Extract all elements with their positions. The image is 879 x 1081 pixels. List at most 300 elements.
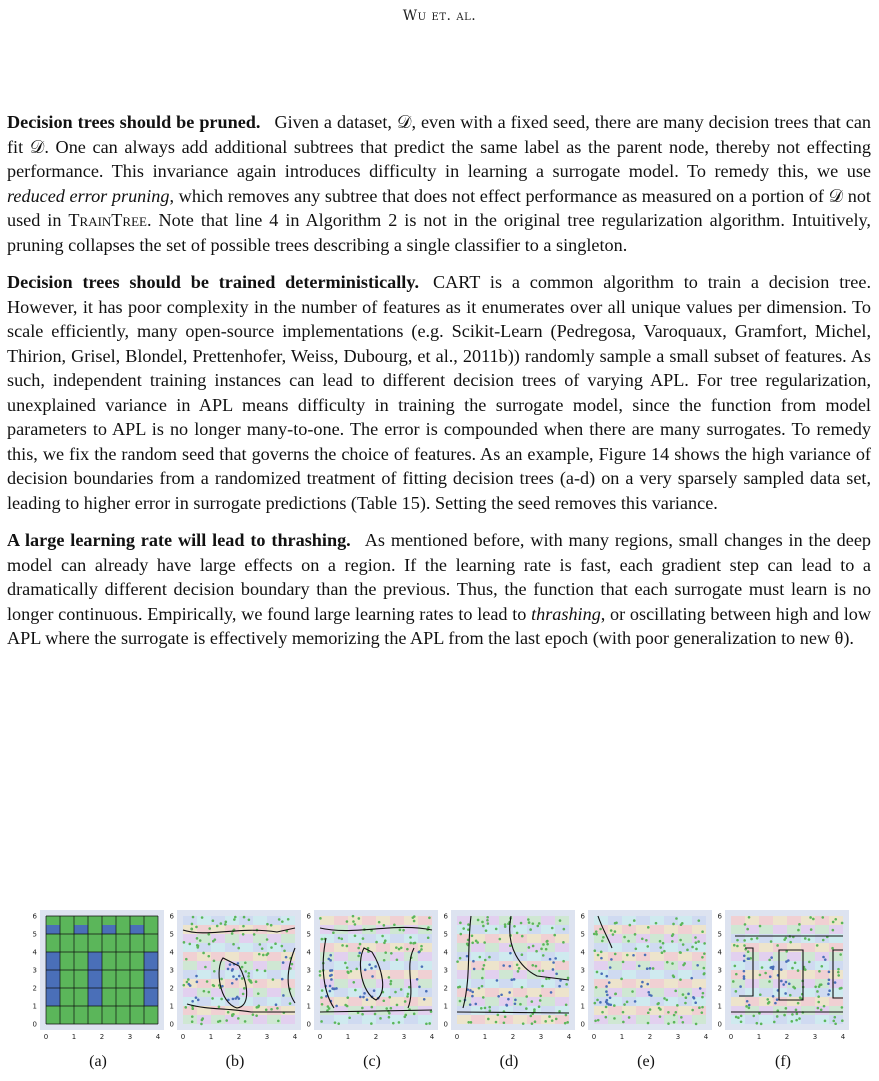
region-cell xyxy=(404,916,418,925)
data-point xyxy=(399,929,402,932)
region-cell xyxy=(74,1015,88,1024)
data-point xyxy=(248,919,251,922)
x-tick-label: 0 xyxy=(180,1033,186,1041)
data-point xyxy=(487,1018,490,1021)
region-cell xyxy=(46,1006,60,1015)
data-point xyxy=(553,934,556,937)
data-point xyxy=(398,948,401,951)
region-cell xyxy=(678,970,692,979)
region-cell xyxy=(485,997,499,1006)
data-point xyxy=(563,928,566,931)
data-point xyxy=(819,984,822,987)
region-cell xyxy=(527,988,541,997)
figure-panel-f xyxy=(715,908,851,1078)
paragraph-pruning xyxy=(7,110,871,257)
data-point xyxy=(390,980,393,983)
data-point xyxy=(471,995,474,998)
data-point xyxy=(287,918,290,921)
data-point xyxy=(791,967,794,970)
y-tick-label: 2 xyxy=(169,984,174,993)
region-cell xyxy=(731,997,745,1006)
decision-boundary-plot xyxy=(304,908,440,1048)
data-point xyxy=(601,940,604,943)
data-point xyxy=(659,946,662,949)
region-cell xyxy=(622,979,636,988)
region-cell xyxy=(485,934,499,943)
data-point xyxy=(483,941,486,944)
emphasis-text: thrashing xyxy=(531,603,601,624)
data-point xyxy=(231,969,234,972)
region-cell xyxy=(183,934,197,943)
data-point xyxy=(736,945,739,948)
data-point xyxy=(319,974,322,977)
data-point xyxy=(614,993,617,996)
data-point xyxy=(595,933,598,936)
data-point xyxy=(247,975,250,978)
data-point xyxy=(839,953,842,956)
region-cell xyxy=(88,979,102,988)
region-cell xyxy=(46,1015,60,1024)
data-point xyxy=(388,996,391,999)
data-point xyxy=(748,1007,751,1010)
data-point xyxy=(242,933,245,936)
decision-boundary-plot xyxy=(578,908,714,1048)
region-cell xyxy=(183,952,197,961)
data-point xyxy=(346,971,349,974)
data-point xyxy=(201,916,204,919)
region-cell xyxy=(773,997,787,1006)
data-point xyxy=(732,980,735,983)
data-point xyxy=(190,928,193,931)
decision-boundary-plot xyxy=(30,908,166,1048)
data-point xyxy=(796,1013,799,1016)
region-cell xyxy=(527,997,541,1006)
region-cell xyxy=(773,943,787,952)
data-point xyxy=(200,1023,203,1026)
data-point xyxy=(600,957,603,960)
region-cell xyxy=(320,961,334,970)
paragraph-text: CART is a common algorithm to train a decision tree. However, it has poor complexity in the number of features as it enumerates over all unique values per dimension. To scale efficiently, many open-source implementations (e.g. Scikit-Learn (Pedregosa, Varoquaux, Gramfort, Michel, Thirion, Grisel, Blondel, Prettenhofer, Weiss, Dubourg, et al., 2011b)) randomly sample a small subset of features. As such, independent training instances can lead to different decision trees of varying APL. For tree regularization, unexplained variance in APL means difficulty in training the surrogate model, since the function from model parameters to APL is no longer many-to-one. The error is compounded when there are many surrogates. To remedy this, we fix the random seed that governs the choice of features. As an example, Figure 14 shows the high variance of decision boundaries from a randomized treatment of fitting decision trees (a-d) on a very sparsely sampled data set, leading to higher error in surrogate predictions (Table 15). Setting the seed removes this variance. xyxy=(7,272,871,513)
x-tick-label: 2 xyxy=(647,1033,653,1041)
region-cell xyxy=(745,979,759,988)
data-point xyxy=(525,1007,528,1010)
data-point xyxy=(701,956,704,959)
decision-boundary-plot xyxy=(441,908,577,1048)
region-cell xyxy=(664,943,678,952)
data-point xyxy=(691,946,694,949)
panel-caption: (a) xyxy=(89,1053,107,1070)
region-cell xyxy=(773,916,787,925)
data-point xyxy=(605,990,608,993)
data-point xyxy=(370,1022,373,1025)
data-point xyxy=(413,1013,416,1016)
region-cell xyxy=(60,1015,74,1024)
y-tick-label: 5 xyxy=(717,930,722,939)
region-cell xyxy=(74,970,88,979)
region-cell xyxy=(457,970,471,979)
data-point xyxy=(404,1000,407,1003)
data-point xyxy=(388,1016,391,1019)
data-point xyxy=(394,991,397,994)
region-cell xyxy=(829,961,843,970)
data-point xyxy=(663,997,666,1000)
data-point xyxy=(191,1007,194,1010)
data-point xyxy=(565,983,568,986)
data-point xyxy=(613,1017,616,1020)
data-point xyxy=(368,963,371,966)
data-point xyxy=(220,922,223,925)
data-point xyxy=(695,941,698,944)
decision-boundary-plot xyxy=(715,908,851,1048)
data-point xyxy=(382,999,385,1002)
data-point xyxy=(250,981,253,984)
data-point xyxy=(824,958,827,961)
data-point xyxy=(199,939,202,942)
data-point xyxy=(776,998,779,1001)
data-point xyxy=(281,920,284,923)
data-point xyxy=(224,923,227,926)
data-point xyxy=(529,928,532,931)
data-point xyxy=(676,1004,679,1007)
data-point xyxy=(354,934,357,937)
region-cell xyxy=(678,988,692,997)
region-cell xyxy=(74,997,88,1006)
data-point xyxy=(357,947,360,950)
data-point xyxy=(235,978,238,981)
data-point xyxy=(186,981,189,984)
region-cell xyxy=(787,1006,801,1015)
data-point xyxy=(469,989,472,992)
region-cell xyxy=(102,997,116,1006)
region-cell xyxy=(541,997,555,1006)
data-point xyxy=(539,999,542,1002)
data-point xyxy=(244,970,247,973)
data-point xyxy=(212,919,215,922)
data-point xyxy=(818,970,821,973)
y-tick-label: 2 xyxy=(717,984,722,993)
data-point xyxy=(404,1014,407,1017)
data-point xyxy=(538,922,541,925)
region-cell xyxy=(555,943,569,952)
region-cell xyxy=(320,916,334,925)
region-cell xyxy=(239,943,253,952)
region-cell xyxy=(773,925,787,934)
data-point xyxy=(605,985,608,988)
data-point xyxy=(817,1007,820,1010)
region-cell xyxy=(102,1006,116,1015)
data-point xyxy=(467,1021,470,1024)
data-point xyxy=(291,963,294,966)
data-point xyxy=(536,925,539,928)
data-point xyxy=(195,975,198,978)
data-point xyxy=(320,1020,323,1023)
data-point xyxy=(358,917,361,920)
region-cell xyxy=(622,943,636,952)
data-point xyxy=(701,930,704,933)
y-tick-label: 3 xyxy=(717,966,722,975)
data-point xyxy=(525,995,528,998)
region-cell xyxy=(362,916,376,925)
data-point xyxy=(772,995,775,998)
data-point xyxy=(828,989,831,992)
data-point xyxy=(514,999,517,1002)
data-point xyxy=(488,956,491,959)
x-tick-label: 2 xyxy=(236,1033,242,1041)
region-cell xyxy=(513,934,527,943)
region-cell xyxy=(829,988,843,997)
data-point xyxy=(771,966,774,969)
x-tick-label: 4 xyxy=(155,1033,161,1041)
paragraph-text: . Note that line 4 in Algorithm 2 is not in the original tree regularization algorithm. Intuitively, pruning collapses the set of possible trees describing a single classifier to a singleton. xyxy=(7,210,871,255)
data-point xyxy=(649,967,652,970)
region-cell xyxy=(88,916,102,925)
data-point xyxy=(783,1014,786,1017)
data-point xyxy=(626,1001,629,1004)
data-point xyxy=(612,933,615,936)
region-cell xyxy=(731,961,745,970)
data-point xyxy=(243,987,246,990)
data-point xyxy=(760,1023,763,1026)
y-tick-label: 3 xyxy=(32,966,37,975)
data-point xyxy=(340,938,343,941)
y-tick-label: 4 xyxy=(443,948,448,957)
region-cell xyxy=(239,916,253,925)
data-point xyxy=(816,990,819,993)
data-point xyxy=(739,985,742,988)
data-point xyxy=(495,928,498,931)
data-point xyxy=(623,936,626,939)
data-point xyxy=(703,952,706,955)
data-point xyxy=(207,933,210,936)
data-point xyxy=(423,998,426,1001)
data-point xyxy=(785,981,788,984)
region-cell xyxy=(678,1015,692,1024)
y-tick-label: 6 xyxy=(443,912,448,921)
data-point xyxy=(270,1008,273,1011)
data-point xyxy=(809,916,812,919)
x-tick-label: 2 xyxy=(99,1033,105,1041)
data-point xyxy=(478,987,481,990)
region-cell xyxy=(130,970,144,979)
region-cell xyxy=(46,970,60,979)
region-cell xyxy=(197,997,211,1006)
region-cell xyxy=(320,943,334,952)
region-cell xyxy=(664,997,678,1006)
data-point xyxy=(740,1015,743,1018)
data-point xyxy=(266,923,269,926)
data-point xyxy=(282,994,285,997)
data-point xyxy=(550,991,553,994)
data-point xyxy=(329,985,332,988)
region-cell xyxy=(731,916,745,925)
data-point xyxy=(203,990,206,993)
data-point xyxy=(647,926,650,929)
region-cell xyxy=(60,970,74,979)
x-tick-label: 0 xyxy=(43,1033,49,1041)
region-cell xyxy=(376,952,390,961)
data-point xyxy=(482,968,485,971)
data-point xyxy=(531,1022,534,1025)
data-point xyxy=(471,991,474,994)
y-tick-label: 2 xyxy=(32,984,37,993)
y-tick-label: 1 xyxy=(443,1002,448,1011)
data-point xyxy=(357,955,360,958)
region-cell xyxy=(253,916,267,925)
region-cell xyxy=(88,934,102,943)
data-point xyxy=(427,926,430,929)
data-point xyxy=(672,923,675,926)
data-point xyxy=(192,916,195,919)
y-tick-label: 0 xyxy=(169,1020,174,1029)
data-point xyxy=(671,940,674,943)
x-tick-label: 4 xyxy=(429,1033,435,1041)
data-point xyxy=(558,1010,561,1013)
region-cell xyxy=(622,952,636,961)
data-point xyxy=(692,996,695,999)
data-point xyxy=(599,1001,602,1004)
region-cell xyxy=(267,934,281,943)
data-point xyxy=(614,930,617,933)
data-point xyxy=(820,965,823,968)
region-cell xyxy=(197,970,211,979)
data-point xyxy=(428,1022,431,1025)
data-point xyxy=(638,965,641,968)
region-cell xyxy=(513,943,527,952)
region-cell xyxy=(74,1006,88,1015)
data-point xyxy=(481,985,484,988)
region-cell xyxy=(348,1015,362,1024)
data-point xyxy=(627,940,630,943)
region-cell xyxy=(731,934,745,943)
region-cell xyxy=(664,925,678,934)
data-point xyxy=(609,996,612,999)
data-point xyxy=(504,1015,507,1018)
data-point xyxy=(320,996,323,999)
data-point xyxy=(352,915,355,918)
data-point xyxy=(359,943,362,946)
region-cell xyxy=(130,916,144,925)
region-cell xyxy=(60,952,74,961)
region-cell xyxy=(60,979,74,988)
x-tick-label: 2 xyxy=(373,1033,379,1041)
data-point xyxy=(485,929,488,932)
data-point xyxy=(702,992,705,995)
data-point xyxy=(601,1011,604,1014)
data-point xyxy=(371,1006,374,1009)
data-point xyxy=(196,981,199,984)
data-point xyxy=(609,966,612,969)
region-cell xyxy=(46,925,60,934)
region-cell xyxy=(471,1015,485,1024)
region-cell xyxy=(225,988,239,997)
data-point xyxy=(354,989,357,992)
data-point xyxy=(262,954,265,957)
region-cell xyxy=(239,952,253,961)
data-point xyxy=(243,916,246,919)
data-point xyxy=(383,942,386,945)
data-point xyxy=(824,1020,827,1023)
x-tick-label: 0 xyxy=(454,1033,460,1041)
region-cell xyxy=(102,970,116,979)
data-point xyxy=(535,950,538,953)
x-tick-label: 3 xyxy=(538,1033,544,1041)
data-point xyxy=(694,936,697,939)
region-cell xyxy=(773,1006,787,1015)
data-point xyxy=(486,919,489,922)
data-point xyxy=(266,938,269,941)
data-point xyxy=(487,922,490,925)
x-tick-label: 4 xyxy=(703,1033,709,1041)
data-point xyxy=(477,919,480,922)
data-point xyxy=(482,925,485,928)
data-point xyxy=(244,1020,247,1023)
region-cell xyxy=(211,943,225,952)
region-cell xyxy=(622,925,636,934)
data-point xyxy=(520,922,523,925)
data-point xyxy=(321,1003,324,1006)
region-cell xyxy=(46,961,60,970)
region-cell xyxy=(74,952,88,961)
data-point xyxy=(744,923,747,926)
data-point xyxy=(390,1007,393,1010)
data-point xyxy=(804,968,807,971)
data-point xyxy=(595,930,598,933)
region-cell xyxy=(116,952,130,961)
data-point xyxy=(687,993,690,996)
region-cell xyxy=(362,1015,376,1024)
data-point xyxy=(613,1004,616,1007)
data-point xyxy=(743,960,746,963)
x-tick-label: 1 xyxy=(619,1033,625,1041)
data-point xyxy=(551,927,554,930)
data-point xyxy=(195,926,198,929)
data-point xyxy=(673,976,676,979)
data-point xyxy=(206,980,209,983)
data-point xyxy=(456,960,459,963)
data-point xyxy=(667,1022,670,1025)
x-tick-label: 1 xyxy=(482,1033,488,1041)
region-cell xyxy=(116,961,130,970)
data-point xyxy=(338,937,341,940)
data-point xyxy=(538,1005,541,1008)
region-cell xyxy=(759,979,773,988)
data-point xyxy=(361,1013,364,1016)
data-point xyxy=(746,928,749,931)
panel-caption: (c) xyxy=(363,1053,381,1070)
data-point xyxy=(329,969,332,972)
region-cell xyxy=(211,952,225,961)
data-point xyxy=(374,1013,377,1016)
region-cell xyxy=(650,1015,664,1024)
data-point xyxy=(783,938,786,941)
data-point xyxy=(646,945,649,948)
data-point xyxy=(362,937,365,940)
data-point xyxy=(703,942,706,945)
data-point xyxy=(482,996,485,999)
data-point xyxy=(633,919,636,922)
data-point xyxy=(211,997,214,1000)
x-tick-label: 3 xyxy=(127,1033,133,1041)
region-cell xyxy=(678,916,692,925)
data-point xyxy=(769,975,772,978)
data-point xyxy=(593,949,596,952)
data-point xyxy=(597,954,600,957)
y-tick-label: 6 xyxy=(306,912,311,921)
region-cell xyxy=(829,979,843,988)
data-point xyxy=(392,1022,395,1025)
x-tick-label: 4 xyxy=(840,1033,846,1041)
data-point xyxy=(682,1021,685,1024)
